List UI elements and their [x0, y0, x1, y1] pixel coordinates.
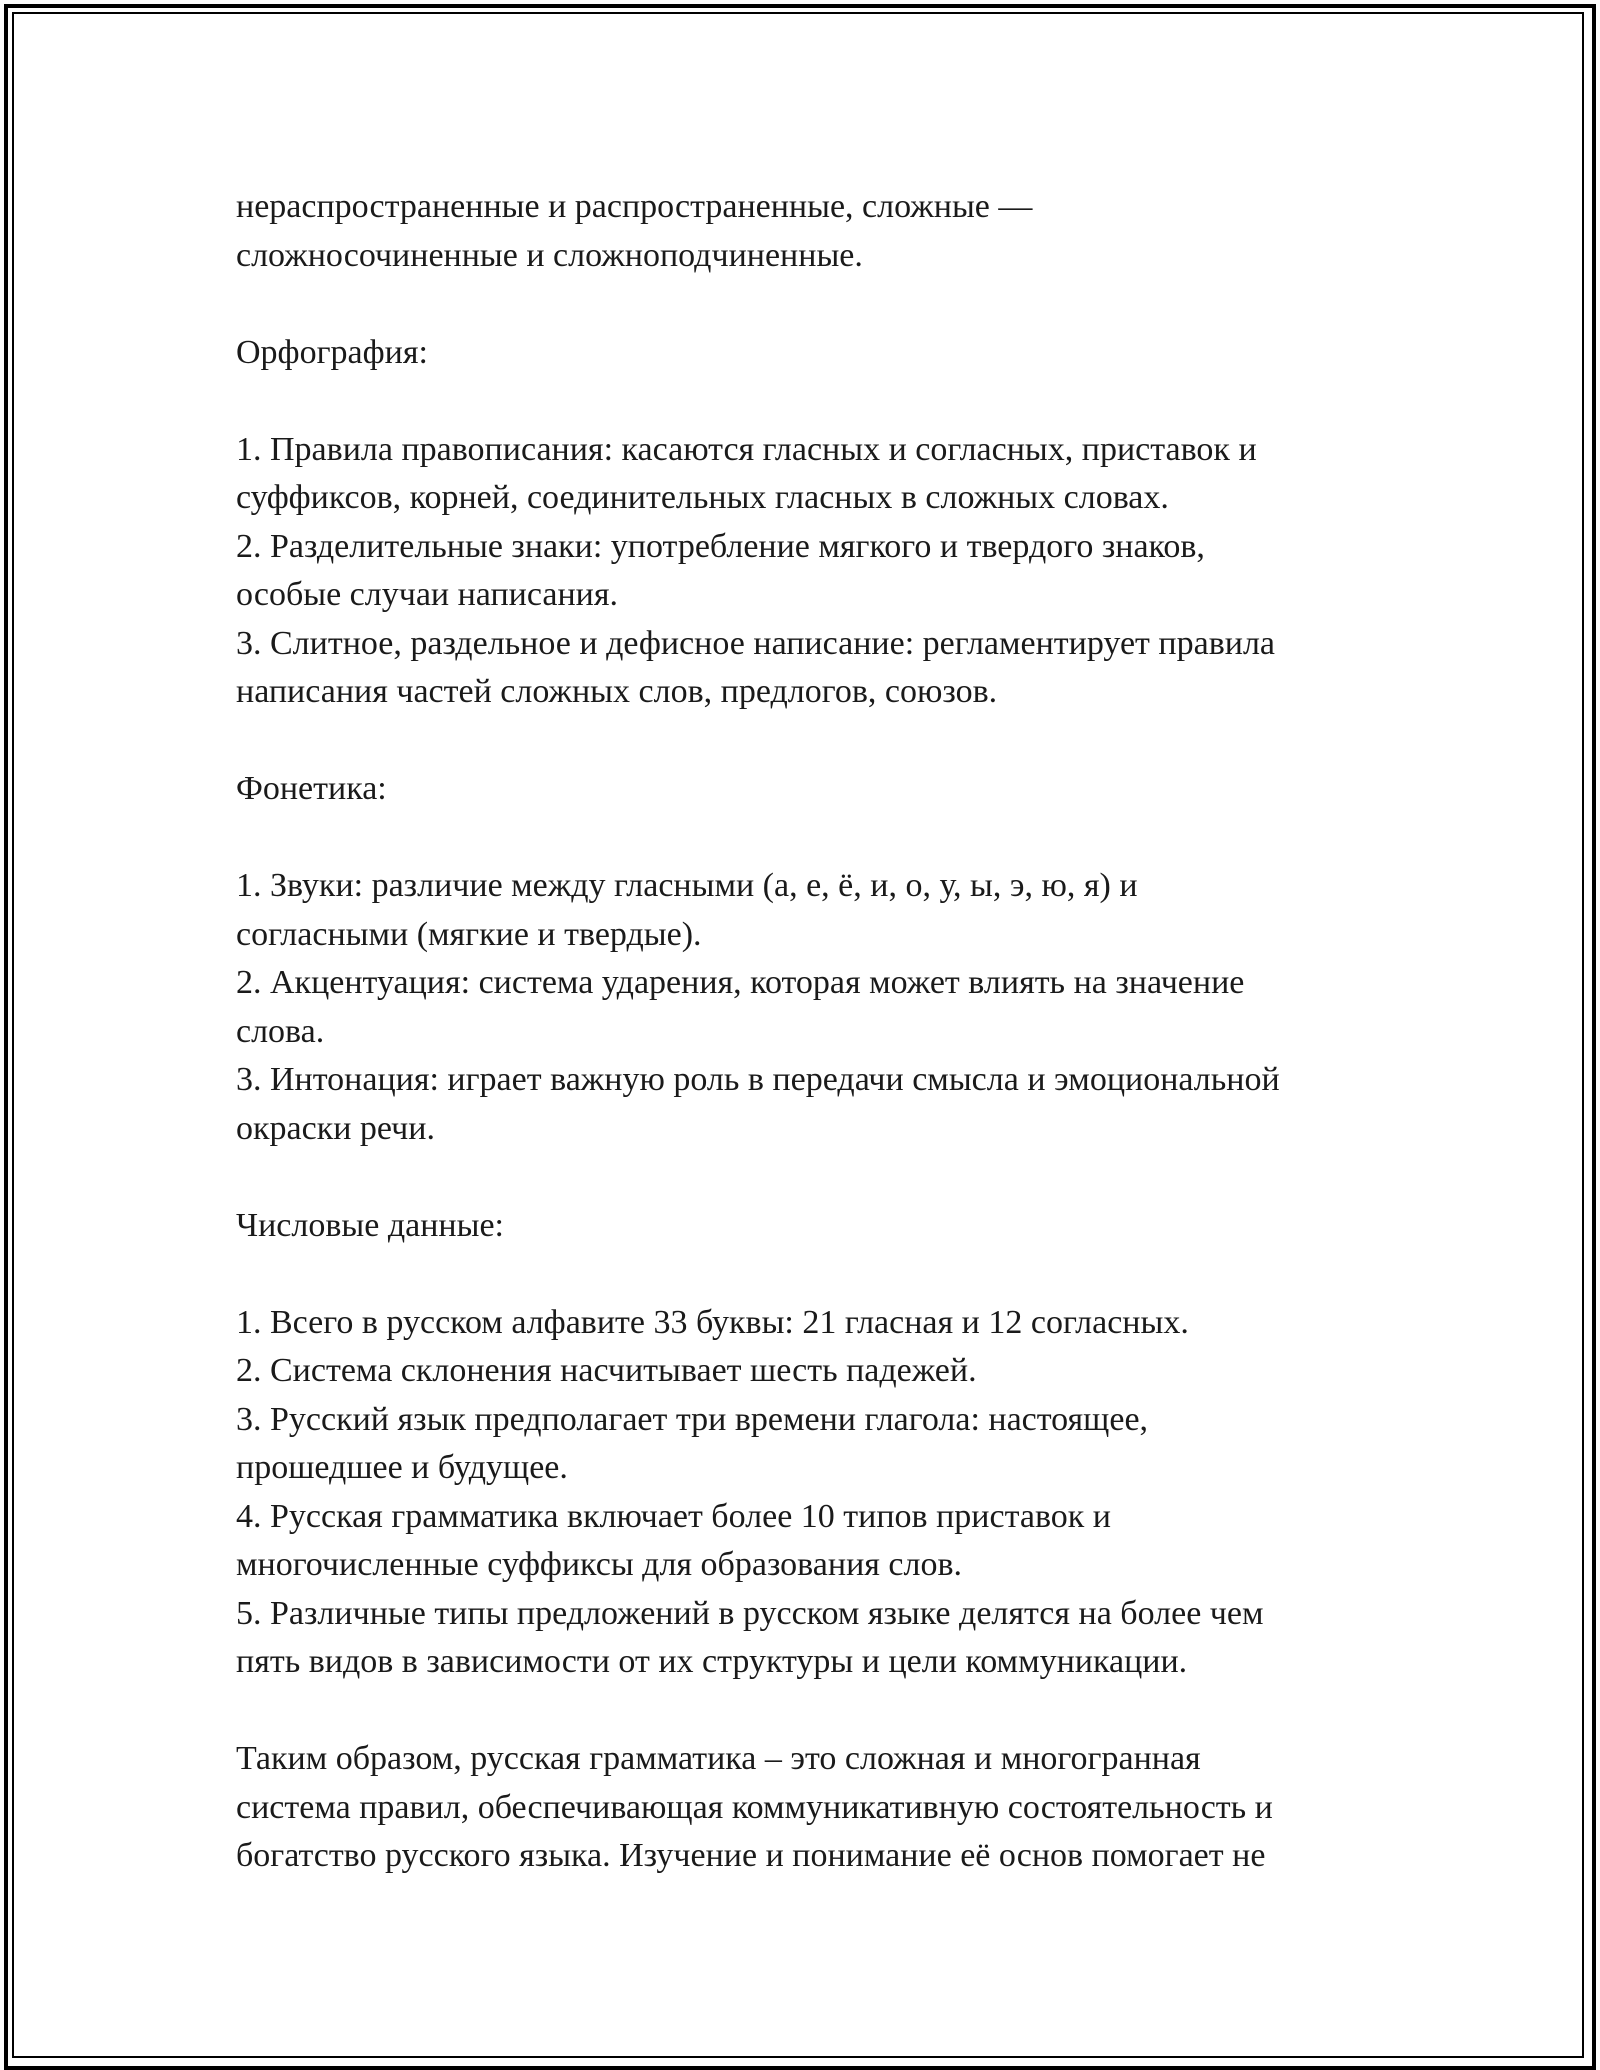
- text-line: прошедшее и будущее.: [236, 1449, 568, 1486]
- text-line: суффиксов, корней, соединительных гласных в сложных словах.: [236, 479, 1169, 516]
- text-line: 4. Русская грамматика включает более 10 типов приставок и: [236, 1497, 1111, 1535]
- text-line: 3. Интонация: играет важную роль в передачи смысла и эмоциональной: [236, 1061, 1280, 1098]
- text-line: 1. Правила правописания: касаются гласных и согласных, приставок и: [236, 430, 1257, 468]
- blank-line: [236, 1250, 1396, 1299]
- text-line: 3. Русский язык предполагает три времени глагола: настоящее,: [236, 1400, 1149, 1438]
- text-line: 3. Слитное, раздельное и дефисное написание: регламентирует правила: [236, 624, 1276, 662]
- document-body: [236, 183, 1396, 1881]
- text-line: 1. Звуки: различие между гласными (а, е, ё, и, о, у, ы, э, ю, я) и: [236, 867, 1138, 904]
- blank-line: [236, 814, 1396, 863]
- blank-line: [236, 717, 1396, 766]
- section-heading-numeric-data: Числовые данные:: [236, 1206, 504, 1244]
- text-line: система правил, обеспечивающая коммуникативную состоятельность и: [236, 1788, 1273, 1826]
- blank-line: [236, 377, 1396, 426]
- text-line: 1. Всего в русском алфавите 33 буквы: 21 гласная и 12 согласных.: [236, 1303, 1189, 1341]
- blank-line: [236, 1687, 1396, 1736]
- text-line: особые случаи написания.: [236, 576, 618, 613]
- text-line: согласными (мягкие и твердые).: [236, 915, 702, 953]
- text-line: 5. Различные типы предложений в русском языке делятся на более чем: [236, 1594, 1264, 1632]
- text-line: 2. Акцентуация: система ударения, которая может влиять на значение: [236, 964, 1245, 1001]
- text-line: богатство русского языка. Изучение и понимание её основ помогает не: [236, 1837, 1266, 1874]
- section-heading-orthography: Орфография:: [236, 333, 428, 371]
- text-line: написания частей сложных слов, предлогов, союзов.: [236, 673, 998, 710]
- blank-line: [236, 280, 1396, 329]
- text-line: сложносочиненные и сложноподчиненные.: [236, 236, 863, 274]
- text-line: 2. Разделительные знаки: употребление мягкого и твердого знаков,: [236, 527, 1205, 565]
- text-line: многочисленные суффиксы для образования слов.: [236, 1546, 963, 1583]
- text-line: Таким образом, русская грамматика – это сложная и многогранная: [236, 1740, 1201, 1777]
- text-line: 2. Система склонения насчитывает шесть падежей.: [236, 1352, 977, 1389]
- blank-line: [236, 1153, 1396, 1202]
- text-line: пять видов в зависимости от их структуры и цели коммуникации.: [236, 1643, 1188, 1680]
- text-line: слова.: [236, 1012, 325, 1050]
- text-line: окраски речи.: [236, 1109, 435, 1147]
- section-heading-phonetics: Фонетика:: [236, 770, 387, 807]
- text-line: нераспространенные и распространенные, сложные —: [236, 188, 1033, 225]
